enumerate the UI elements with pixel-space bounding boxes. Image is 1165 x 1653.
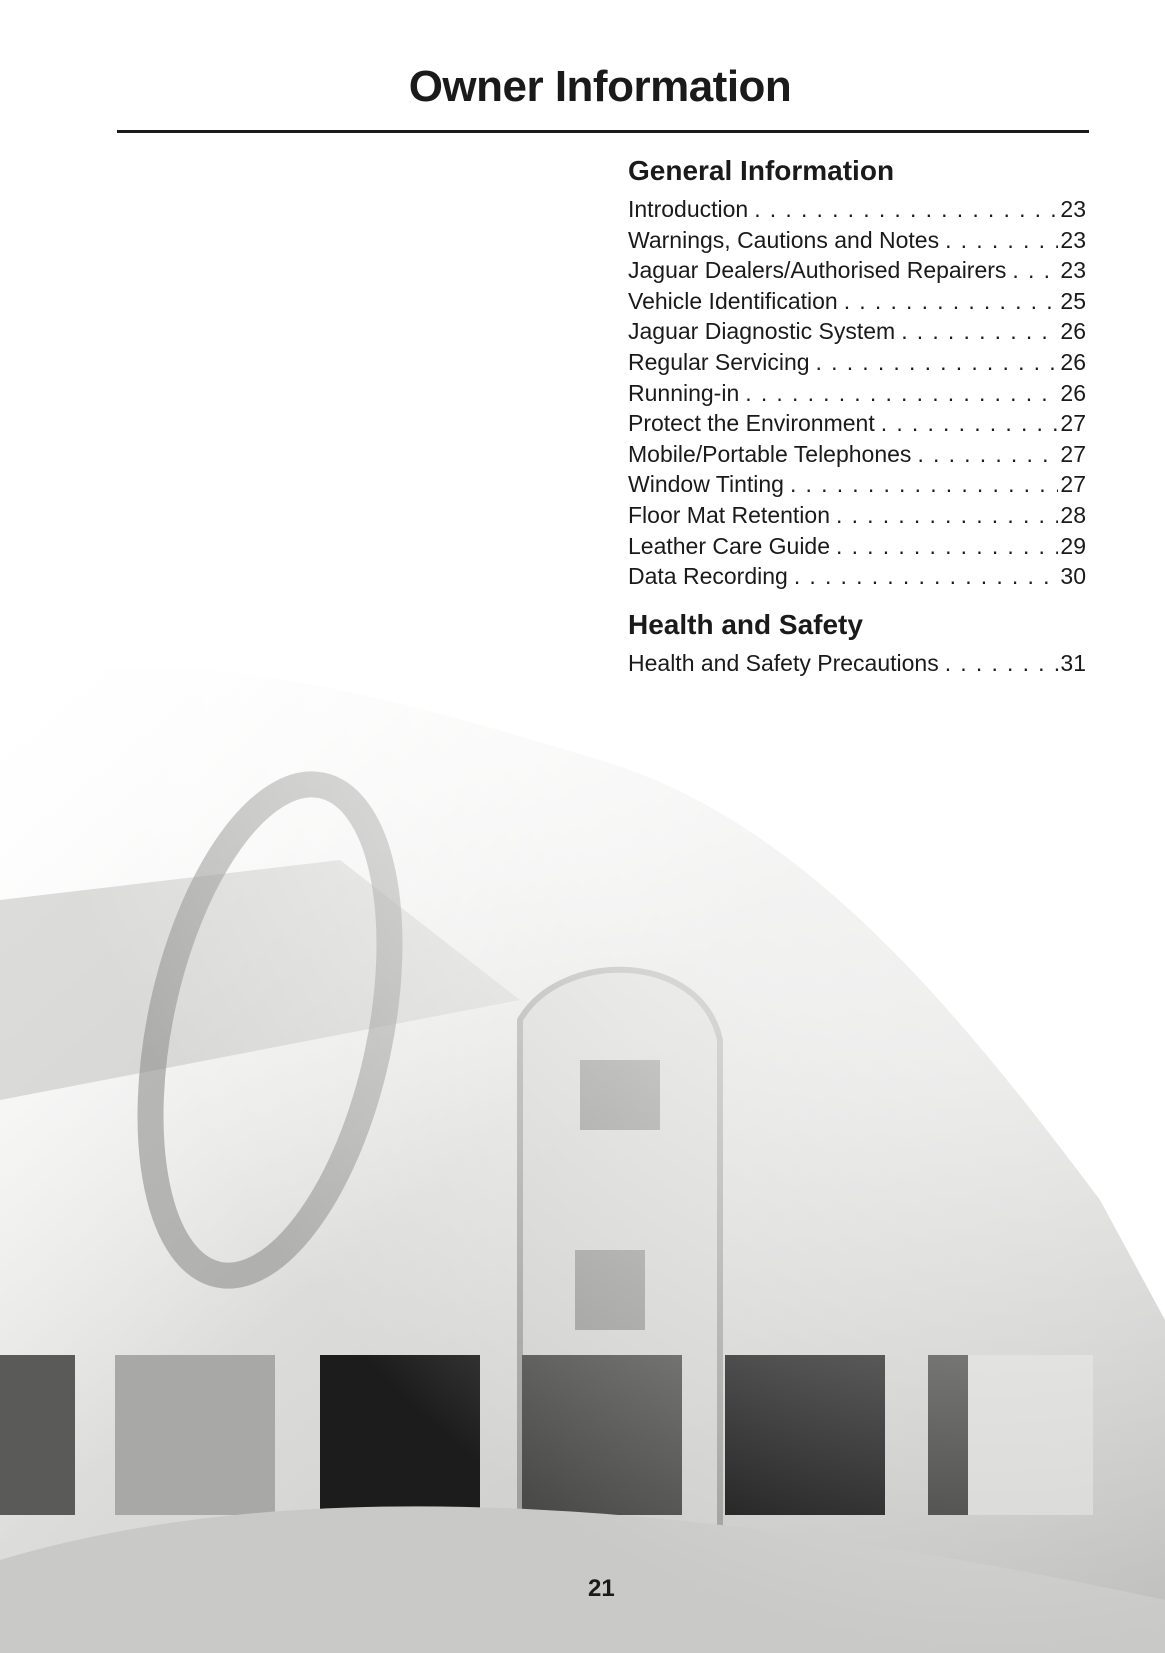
dot-leader (838, 286, 1059, 317)
toc-entry-label: Protect the Environment (628, 410, 875, 437)
toc-entry[interactable] (628, 439, 1086, 470)
title-divider (117, 130, 1089, 133)
toc-entry[interactable] (628, 316, 1086, 347)
toc-entry[interactable] (628, 469, 1086, 500)
toc-entry-page: 27 (1060, 410, 1086, 437)
toc-entry[interactable] (628, 531, 1086, 562)
dot-leader (1006, 255, 1058, 286)
toc-entry-page: 28 (1060, 501, 1086, 528)
toc-entry-page: 25 (1060, 287, 1086, 314)
toc-entry-label: Warnings, Cautions and Notes (628, 226, 940, 253)
page-title: Owner Information (408, 62, 792, 111)
section-heading: Health and Safety (628, 608, 863, 640)
toc-entry[interactable] (628, 286, 1086, 317)
toc-entry-page: 30 (1060, 563, 1086, 590)
table-of-contents (628, 152, 1086, 678)
toc-entry[interactable] (628, 408, 1086, 439)
section-heading: General Information (628, 155, 895, 186)
dot-leader (830, 531, 1058, 562)
dot-leader (748, 194, 1058, 225)
toc-entry-page: 26 (1060, 348, 1086, 375)
dot-leader (875, 408, 1059, 439)
toc-entry-page: 27 (1060, 471, 1086, 498)
dot-leader (939, 648, 1059, 679)
toc-entry-page: 23 (1060, 257, 1086, 284)
toc-entry[interactable] (628, 225, 1086, 256)
dot-leader (784, 469, 1058, 500)
toc-entry-label: Regular Servicing (628, 348, 810, 375)
dot-leader (739, 378, 1058, 409)
toc-entry[interactable] (628, 561, 1086, 592)
toc-entry-label: Leather Care Guide (628, 532, 831, 559)
toc-entry-label: Window Tinting (628, 471, 784, 498)
page-number: 21 (588, 1575, 615, 1602)
toc-entry-label: Introduction (628, 196, 749, 222)
section-general-information (628, 152, 1086, 592)
dot-leader (830, 500, 1058, 531)
dot-leader (939, 225, 1058, 256)
section-health-and-safety (628, 606, 1086, 679)
toc-entry-label: Jaguar Dealers/Authorised Repairers (628, 257, 1007, 284)
toc-entry-page: 26 (1060, 318, 1086, 345)
toc-entry-page: 26 (1060, 379, 1086, 406)
toc-entry-label: Vehicle Identification (628, 287, 838, 314)
toc-entry[interactable] (628, 378, 1086, 409)
toc-entry[interactable] (628, 648, 1086, 679)
dot-leader (788, 561, 1059, 592)
dot-leader (895, 316, 1058, 347)
toc-entry-page: 27 (1060, 440, 1086, 467)
toc-entry-label: Floor Mat Retention (628, 501, 830, 528)
toc-entry-label: Mobile/Portable Telephones (628, 440, 912, 467)
toc-entry-page: 23 (1060, 226, 1086, 253)
toc-entry[interactable] (628, 347, 1086, 378)
toc-entry-label: Jaguar Diagnostic System (628, 318, 896, 345)
toc-entry-page: 23 (1060, 196, 1086, 222)
toc-entry[interactable] (628, 255, 1086, 286)
toc-entry[interactable] (628, 500, 1086, 531)
dot-leader (911, 439, 1058, 470)
toc-entry-page: 31 (1060, 649, 1086, 676)
toc-entry-page: 29 (1060, 532, 1086, 559)
toc-entry-label: Data Recording (628, 563, 788, 590)
toc-entry-label: Health and Safety Precautions (628, 649, 939, 676)
toc-entry-label: Running-in (628, 379, 740, 406)
dot-leader (810, 347, 1059, 378)
toc-entry[interactable] (628, 194, 1086, 225)
